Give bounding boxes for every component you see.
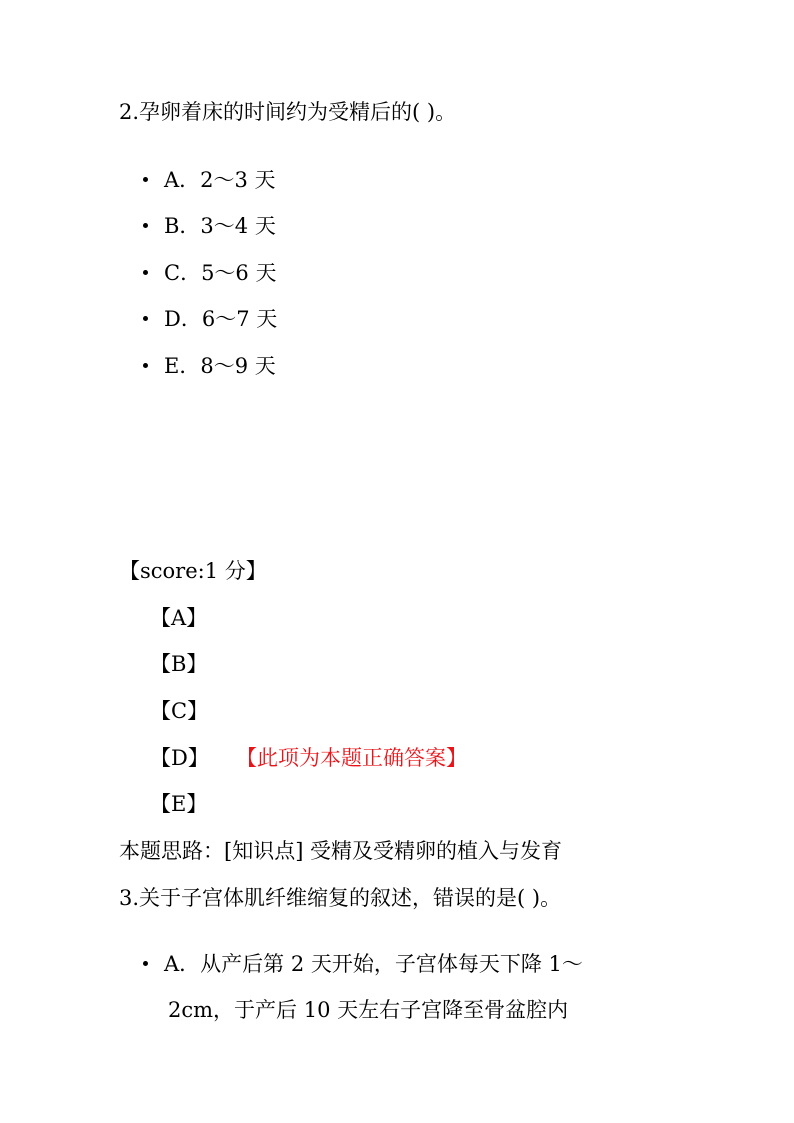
answer-e: 【E】 bbox=[150, 792, 208, 816]
option-label: A．2～3 天 bbox=[164, 168, 276, 192]
correct-answer-tag: 【此项为本题正确答案】 bbox=[236, 746, 467, 770]
bullet-icon bbox=[143, 270, 148, 275]
option-label: A．从产后第 2 天开始，子宫体每天下降 1～ bbox=[164, 952, 583, 976]
question-2-title: 2.孕卵着床的时间约为受精后的( )。 bbox=[119, 100, 457, 124]
bullet-icon bbox=[143, 316, 148, 321]
question-3-option-a-continuation: 2cm，于产后 10 天左右子宫降至骨盆腔内 bbox=[168, 998, 569, 1022]
option-label: B．3～4 天 bbox=[164, 214, 276, 238]
question-2-option-d[interactable] bbox=[143, 309, 277, 330]
answer-c: 【C】 bbox=[150, 699, 209, 723]
bullet-icon bbox=[143, 223, 148, 228]
question-2-option-e[interactable] bbox=[143, 356, 276, 377]
score-line: 【score:1 分】 bbox=[119, 559, 267, 583]
question-2-option-b[interactable] bbox=[143, 216, 276, 237]
option-label: C．5～6 天 bbox=[164, 261, 277, 285]
question-2-option-c[interactable] bbox=[143, 263, 276, 284]
option-label: E．8～9 天 bbox=[164, 354, 276, 378]
bullet-icon bbox=[143, 961, 148, 966]
explanation-text: 本题思路：[知识点] 受精及受精卵的植入与发育 bbox=[119, 839, 563, 863]
question-3-title: 3.关于子宫体肌纤维缩复的叙述，错误的是( )。 bbox=[119, 886, 562, 910]
answer-b: 【B】 bbox=[150, 652, 208, 676]
bullet-icon bbox=[143, 363, 148, 368]
answer-d: 【D】 bbox=[150, 746, 209, 770]
answer-a: 【A】 bbox=[150, 606, 208, 630]
option-label: D．6～7 天 bbox=[164, 307, 278, 331]
question-3-option-a[interactable] bbox=[143, 954, 583, 975]
question-2-option-a[interactable] bbox=[143, 170, 276, 191]
bullet-icon bbox=[143, 177, 148, 182]
